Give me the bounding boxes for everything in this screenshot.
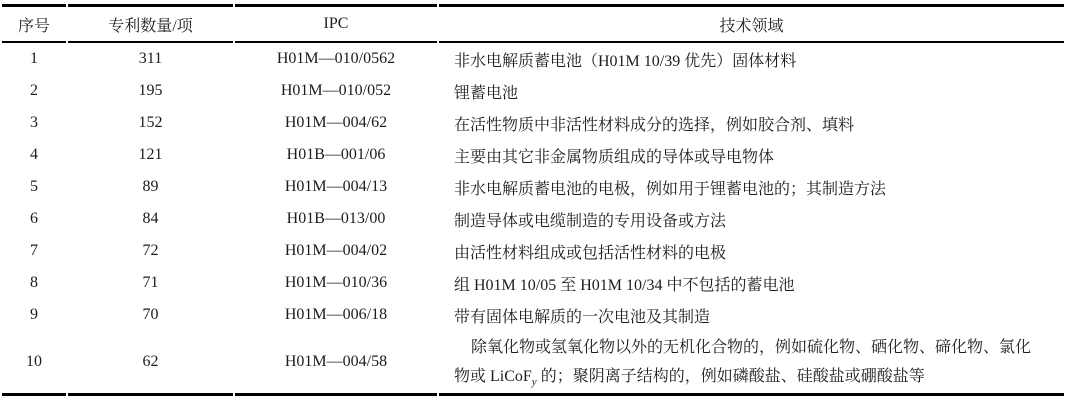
cell-tech: 锂蓄电池: [454, 84, 519, 102]
cell-count: 121: [138, 146, 163, 163]
table-row: [2, 139, 1064, 171]
cell-ipc: H01M—010/052: [280, 82, 392, 99]
col-header-tech: 技术领域: [439, 4, 1064, 43]
cell-tech: 由活性材料组成或包括活性材料的电极: [454, 244, 727, 262]
cell-tech: 主要由其它非金属物质组成的导体或导电物体: [454, 148, 775, 166]
cell-ipc: H01M—004/13: [284, 178, 388, 195]
cell-ipc: H01M—004/58: [235, 331, 437, 396]
cell-no: 1: [30, 50, 38, 67]
table-row: [2, 299, 1064, 331]
cell-count: 71: [142, 274, 159, 291]
cell-count: 152: [138, 114, 163, 131]
cell-count: 84: [142, 210, 159, 227]
table-head: [2, 4, 1064, 43]
cell-no: 7: [30, 242, 38, 259]
table-row: [2, 43, 1064, 75]
cell-count: 311: [138, 50, 163, 67]
cell-tech: 组 H01M 10/05 至 H01M 10/34 中不包括的蓄电池: [454, 276, 795, 294]
cell-no: 10: [2, 331, 66, 396]
cell-ipc: H01M—004/02: [284, 242, 388, 259]
tech-text-pre: 除氧化物或氢氧化物以外的无机化合物的，例如硫化物、硒化物、碲化物、氯化物或 LiCoF: [454, 339, 1032, 385]
cell-count: 72: [142, 242, 159, 259]
cell-no: 8: [30, 274, 38, 291]
table-row: [2, 75, 1064, 107]
col-header-no: 序号: [2, 4, 66, 43]
cell-tech: [439, 331, 1064, 396]
cell-ipc: H01M—010/36: [284, 274, 388, 291]
cell-no: 4: [30, 146, 38, 163]
table-row: [2, 235, 1064, 267]
tech-text-post: 的；聚阴离子结构的，例如磷酸盐、硅酸盐或硼酸盐等: [536, 368, 925, 385]
cell-no: 3: [30, 114, 38, 131]
cell-count: 89: [142, 178, 159, 195]
cell-tech: 在活性物质中非活性材料成分的选择，例如胶合剂、填料: [454, 116, 855, 134]
cell-count: 195: [138, 82, 163, 99]
cell-tech: 非水电解质蓄电池（H01M 10/39 优先）固体材料: [454, 52, 797, 70]
table-row: [2, 107, 1064, 139]
cell-count: 70: [142, 306, 159, 323]
patent-ipc-table: [0, 4, 1066, 396]
cell-count: 62: [68, 331, 233, 396]
cell-no: 2: [30, 82, 38, 99]
subscript-y: y: [531, 376, 537, 389]
cell-ipc: H01B—001/06: [286, 146, 386, 163]
cell-ipc: H01B—013/00: [286, 210, 386, 227]
cell-ipc: H01M—006/18: [284, 306, 388, 323]
table-row: [2, 171, 1064, 203]
cell-tech: 制造导体或电缆制造的专用设备或方法: [454, 212, 727, 230]
header-row: [2, 4, 1064, 43]
cell-no: 5: [30, 178, 38, 195]
table-row: [2, 331, 1064, 396]
table-row: [2, 203, 1064, 235]
cell-tech: 非水电解质蓄电池的电极，例如用于锂蓄电池的；其制造方法: [454, 180, 887, 198]
cell-no: 9: [30, 306, 38, 323]
cell-no: 6: [30, 210, 38, 227]
cell-ipc: H01M—010/0562: [276, 50, 396, 67]
cell-tech: 带有固体电解质的一次电池及其制造: [454, 308, 711, 326]
table-body: [2, 43, 1064, 396]
col-header-count: 专利数量/项: [68, 4, 233, 43]
col-header-ipc: IPC: [235, 4, 437, 43]
cell-ipc: H01M—004/62: [284, 114, 388, 131]
table-row: [2, 267, 1064, 299]
